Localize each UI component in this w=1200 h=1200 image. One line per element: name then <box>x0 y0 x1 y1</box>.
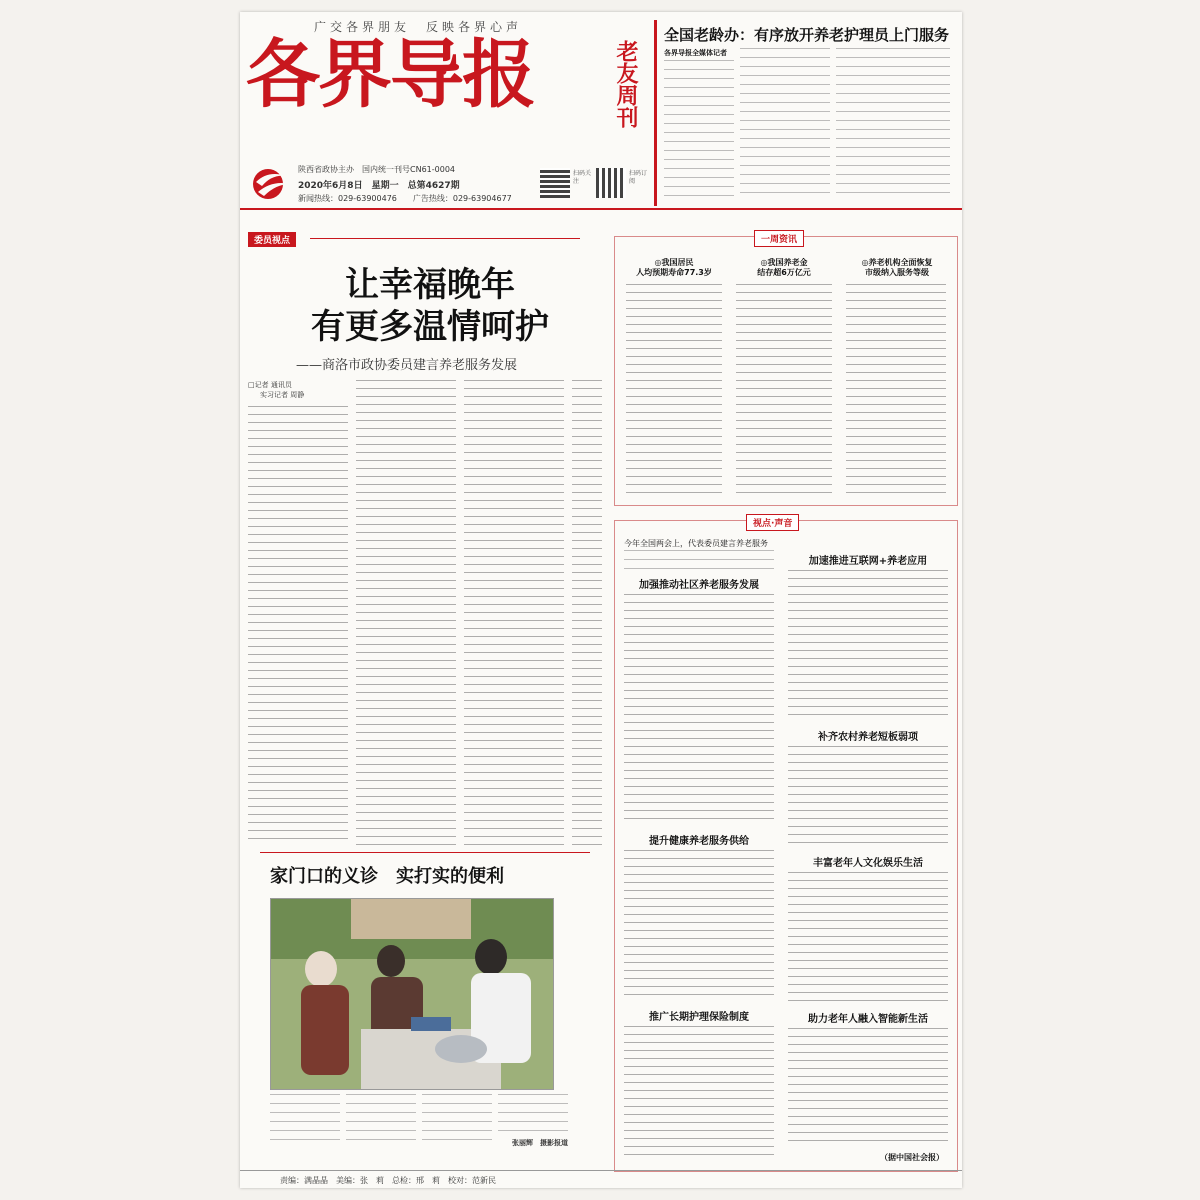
text-column <box>664 60 734 200</box>
opinion-subhead: 丰富老年人文化娱乐生活 <box>813 858 923 869</box>
masthead-slogan: 广交各界朋友 反映各界心声 <box>314 20 523 34</box>
photo-credit: 张丽辉 摄影报道 <box>512 1139 568 1147</box>
text-column <box>788 1028 948 1146</box>
top-story-headline: 全国老龄办：有序放开养老护理员上门服务 <box>664 26 950 44</box>
main-subhead: ——商洛市政协委员建言养老服务发展 <box>296 358 518 373</box>
text-column <box>572 380 602 846</box>
footer-rule <box>240 1170 962 1171</box>
masthead-title: 各界导报 <box>246 32 534 118</box>
weekly-item-title: ◎我国居民 人均预期寿命77.3岁 <box>636 258 712 277</box>
caption-text <box>346 1094 416 1146</box>
byline-2: 实习记者 周静 <box>260 391 305 399</box>
text-column <box>736 284 832 496</box>
main-headline-line-2: 有更多温情呵护 <box>311 307 549 347</box>
caption-text <box>498 1094 568 1134</box>
text-column <box>624 594 774 824</box>
photo-feature-headline: 家门口的义诊 实打实的便利 <box>270 866 504 887</box>
publisher-line: 陕西省政协主办 国内统一刊号CN61-0004 <box>298 165 455 174</box>
text-column <box>624 1026 774 1162</box>
opinion-tag: 视点·声音 <box>746 514 799 531</box>
newspaper-logo-icon <box>250 162 292 202</box>
opinion-source: （据中国社会报） <box>880 1153 944 1162</box>
edition-label: 老友周刊 <box>613 40 639 128</box>
weekly-tag: 一周资讯 <box>754 230 804 247</box>
newspaper-page <box>240 12 962 1188</box>
top-story-rule <box>654 20 657 206</box>
photo-clinic-image <box>271 899 553 1089</box>
issue-date-line: 2020年6月8日 星期一 总第4627期 <box>298 181 460 191</box>
opinion-subhead: 推广长期护理保险制度 <box>649 1012 749 1023</box>
qr-label: 扫码关注 <box>573 170 592 185</box>
weekly-item-title: ◎我国养老金 结存超6万亿元 <box>757 258 811 277</box>
photo-rule <box>260 852 590 853</box>
opinion-subhead: 助力老年人融入智能新生活 <box>808 1014 928 1025</box>
text-column <box>248 406 348 846</box>
top-story-lead: 各界导报全媒体记者 <box>664 49 727 57</box>
qr-label: 扫码订阅 <box>629 170 648 185</box>
text-column <box>626 284 722 496</box>
opinion-subhead: 加强推动社区养老服务发展 <box>639 580 759 591</box>
text-column <box>356 380 456 846</box>
opinion-subhead: 补齐农村养老短板弱项 <box>818 732 918 743</box>
main-headline <box>270 264 590 348</box>
photo-clinic <box>270 898 554 1090</box>
text-column <box>624 850 774 1000</box>
text-column <box>464 380 564 846</box>
text-column <box>836 48 950 198</box>
section-tag: 委员视点 <box>248 232 296 247</box>
caption-text <box>270 1094 340 1146</box>
opinion-intro: 今年全国两会上，代表委员建言养老服务 <box>624 539 768 548</box>
opinion-subhead: 加速推进互联网+养老应用 <box>808 556 928 567</box>
phone-line: 新闻热线：029-63900476 广告热线：029-63904677 <box>298 194 512 203</box>
text-column <box>846 284 946 496</box>
footer-credits: 责编：满晶晶 美编：张 莉 总检：邢 莉 校对：范新民 <box>280 1176 496 1185</box>
text-column <box>788 872 948 1002</box>
qr-code-icon <box>596 168 626 198</box>
weekly-item-title: ◎养老机构全面恢复 市级纳入服务等级 <box>861 258 933 277</box>
opinion-subhead: 提升健康养老服务供给 <box>649 836 749 847</box>
text-column <box>788 570 948 720</box>
masthead-rule <box>240 208 962 210</box>
qr-code-icon <box>540 168 570 198</box>
byline-1: □记者 通讯员 <box>248 381 292 389</box>
text-block <box>624 550 774 570</box>
caption-text <box>422 1094 492 1146</box>
section-rule <box>310 238 580 239</box>
text-column <box>740 48 830 198</box>
text-column <box>788 746 948 846</box>
main-headline-line-1: 让幸福晚年 <box>345 265 515 305</box>
